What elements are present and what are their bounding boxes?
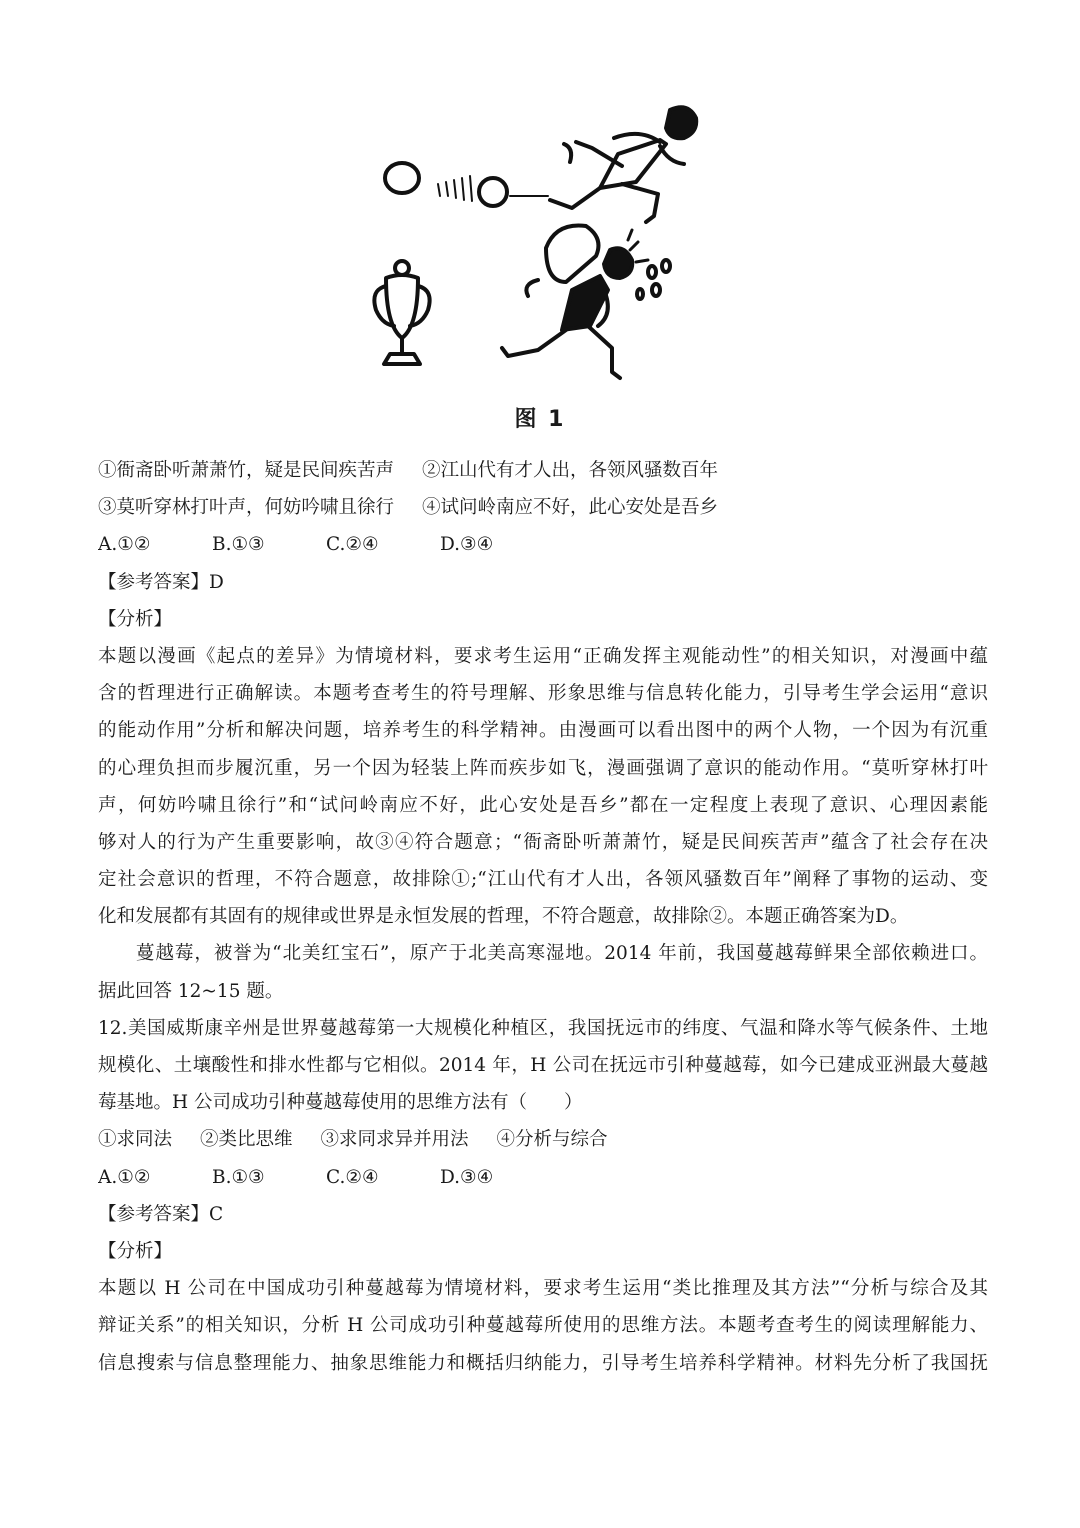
- q11-item-2: ②江山代有才人出，各领风骚数百年: [422, 460, 719, 481]
- q11-item-4: ④试问岭南应不好，此心安处是吾乡: [422, 497, 719, 519]
- q11-analysis-line: 定社会意识的哲理，不符合题意，故排除①;“江山代有才人出，各领风骚数百年”阐释了事物的运动、变: [98, 869, 988, 891]
- q11-item-1: ①衙斋卧听萧萧竹，疑是民间疾苦声: [98, 460, 395, 481]
- q12-stem-line: 12.美国威斯康辛州是世界蔓越莓第一大规模化种植区，我国抚远市的纬度、气温和降水等气候条件、土地: [98, 1017, 988, 1039]
- q11-analysis-label: 【分析】: [98, 608, 173, 630]
- q11-analysis-line: 化和发展都有其固有的规律或世界是永恒发展的哲理，不符合题意，故排除②。本题正确答案为D。: [98, 906, 909, 928]
- q12-answer-value: C: [209, 1203, 224, 1225]
- material-paragraph-line: 据此回答 12~15 题。: [98, 980, 284, 1002]
- q11-analysis-line: 含的哲理进行正确解读。本题考查考生的符号理解、形象思维与信息转化能力，引导考生学会运用“意识: [98, 683, 988, 705]
- q12-analysis-line: 信息搜索与信息整理能力、抽象思维能力和概括归纳能力，引导考生培养科学精神。材料先分析了我国抚: [98, 1352, 988, 1374]
- q11-analysis-line: 的能动作用”分析和解决问题，培养考生的科学精神。由漫画可以看出图中的两个人物，一个因为有沉重: [98, 720, 988, 742]
- q11-items-row-2: [98, 489, 988, 526]
- document-body: [98, 452, 988, 1382]
- q11-analysis-line: 本题以漫画《起点的差异》为情境材料，要求考生运用“正确发挥主观能动性”的相关知识，对漫画中蕴: [98, 645, 988, 667]
- q12-option-b: B.①③: [212, 1166, 265, 1188]
- material-paragraph-line: 蔓越莓，被誉为“北美红宝石”，原产于北美高寒湿地。2014 年前，我国蔓越莓鲜果全部依赖进口。: [136, 943, 988, 965]
- q11-option-a: A.①②: [98, 534, 151, 556]
- figure-caption: 图 1: [514, 407, 566, 432]
- q11-option-d: D.③④: [440, 534, 494, 556]
- cartoon-illustration: [360, 80, 720, 400]
- motion-lines-icon: [438, 176, 472, 201]
- q12-answer: [98, 1196, 988, 1233]
- q11-analysis-line: 够对人的行为产生重要影响，故③④符合题意；“衙斋卧听萧萧竹，疑是民间疾苦声”蕴含了社会存在决: [98, 831, 988, 853]
- q11-options: [98, 526, 988, 563]
- ball-icon: [479, 178, 507, 206]
- q12-analysis-line: 辩证关系”的相关知识，分析 H 公司成功引种蔓越莓所使用的思维方法。本题考查考生的阅读理解能力、: [98, 1315, 988, 1337]
- running-person-icon: [550, 107, 696, 222]
- q12-items: [98, 1121, 988, 1158]
- q11-item-3: ③莫听穿林打叶声，何妨吟啸且徐行: [98, 497, 395, 519]
- burdened-person-icon: [502, 225, 670, 378]
- q12-options: [98, 1159, 988, 1196]
- q12-item-4: ④分析与综合: [496, 1129, 608, 1151]
- q11-answer-value: D: [209, 571, 224, 593]
- cartoon-figure: [360, 80, 720, 440]
- q12-option-d: D.③④: [440, 1166, 494, 1188]
- q12-stem-line: 莓基地。H 公司成功引种蔓越莓使用的思维方法有（ ）: [98, 1092, 583, 1114]
- q12-option-c: C.②④: [326, 1166, 379, 1188]
- q12-analysis-line: 本题以 H 公司在中国成功引种蔓越莓为情境材料，要求考生运用“类比推理及其方法”“分析与综合及其: [98, 1278, 988, 1300]
- q12-option-a: A.①②: [98, 1166, 151, 1188]
- q12-analysis-label: 【分析】: [98, 1240, 173, 1262]
- q11-option-c: C.②④: [326, 534, 379, 556]
- trophy-icon: [374, 261, 429, 364]
- q11-answer: [98, 564, 988, 601]
- q12-item-2: ②类比思维: [200, 1129, 293, 1151]
- q11-analysis-line: 声，何妨吟啸且徐行”和“试问岭南应不好，此心安处是吾乡”都在一定程度上表现了意识、心理因素能: [98, 794, 988, 816]
- q12-item-1: ①求同法: [98, 1129, 173, 1151]
- q11-option-b: B.①③: [212, 534, 265, 556]
- q11-analysis-line: 的心理负担而步履沉重，另一个因为轻装上阵而疾步如飞，漫画强调了意识的能动作用。“莫听穿林打叶: [98, 757, 988, 779]
- start-ring-icon: [385, 163, 419, 193]
- q12-answer-label: 【参考答案】: [98, 1203, 210, 1225]
- q11-answer-label: 【参考答案】: [98, 571, 210, 593]
- q12-item-3: ③求同求异并用法: [320, 1129, 469, 1151]
- q11-items-row-1: [98, 452, 988, 489]
- q12-stem-line: 规模化、土壤酸性和排水性都与它相似。2014 年，H 公司在抚远市引种蔓越莓，如今已建成亚洲最大蔓越: [98, 1055, 988, 1076]
